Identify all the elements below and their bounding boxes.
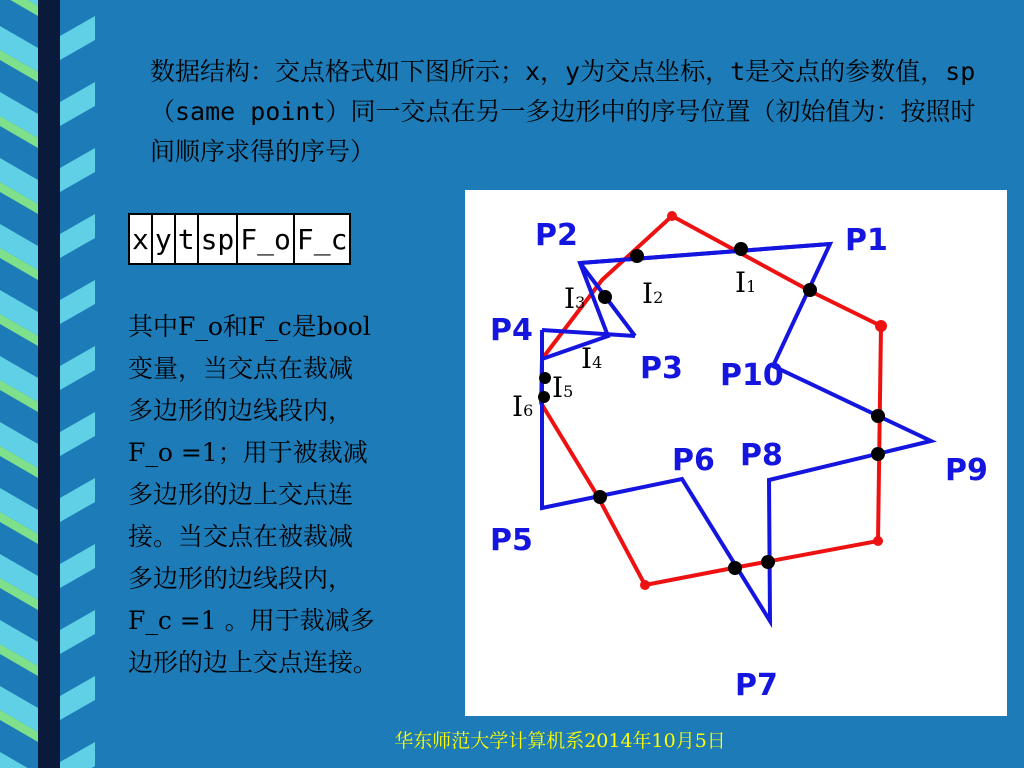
desc-line: 变量，当交点在裁减	[128, 354, 354, 383]
desc-line: F_o =1；用于被裁减	[128, 438, 368, 467]
label-p10: P10	[720, 358, 784, 393]
label-i6: I6	[512, 390, 534, 423]
label-p8: P8	[740, 438, 783, 473]
desc-line: 多边形的边线段内，	[128, 564, 354, 593]
field-f-o: F_o	[237, 214, 294, 264]
polygon-clipping-figure	[465, 190, 1007, 716]
label-i5: I5	[552, 371, 574, 404]
field-y: y	[152, 214, 175, 264]
label-i4: I4	[581, 342, 603, 375]
intersection-format-table	[128, 213, 351, 265]
label-p4: P4	[490, 313, 533, 348]
label-p9: P9	[945, 453, 988, 488]
intro-paragraph: 数据结构：交点格式如下图所示；x，y为交点坐标，t是交点的参数值，sp（same point）同一交点在另一多边形中的序号位置（初始值为：按照时间顺序求得的序号）	[150, 57, 976, 166]
label-p1: P1	[845, 223, 888, 258]
label-i2: I2	[642, 277, 664, 310]
label-p5: P5	[490, 523, 533, 558]
field-f-c: F_c	[294, 214, 351, 264]
decorative-ribbon	[0, 0, 95, 768]
desc-line: 其中F_o和F_c是bool	[128, 312, 371, 341]
desc-line: 多边形的边线段内，	[128, 396, 354, 425]
desc-line: 接。当交点在被裁减	[128, 522, 354, 551]
desc-line: 边形的边上交点连接。	[128, 648, 379, 677]
desc-line: F_c =1 。用于裁减多	[128, 606, 375, 635]
label-p3: P3	[640, 351, 683, 386]
label-p7: P7	[735, 668, 778, 703]
label-i1: I1	[735, 266, 757, 299]
label-i3: I3	[564, 282, 586, 315]
label-p6: P6	[672, 443, 715, 478]
field-sp: sp	[198, 214, 238, 264]
desc-line: 多边形的边上交点连	[128, 480, 354, 509]
footer-text: 华东师范大学计算机系2014年10月5日	[394, 730, 726, 752]
field-t: t	[175, 214, 198, 264]
description-paragraph	[128, 306, 458, 684]
field-x: x	[129, 214, 152, 264]
label-p2: P2	[535, 218, 578, 253]
